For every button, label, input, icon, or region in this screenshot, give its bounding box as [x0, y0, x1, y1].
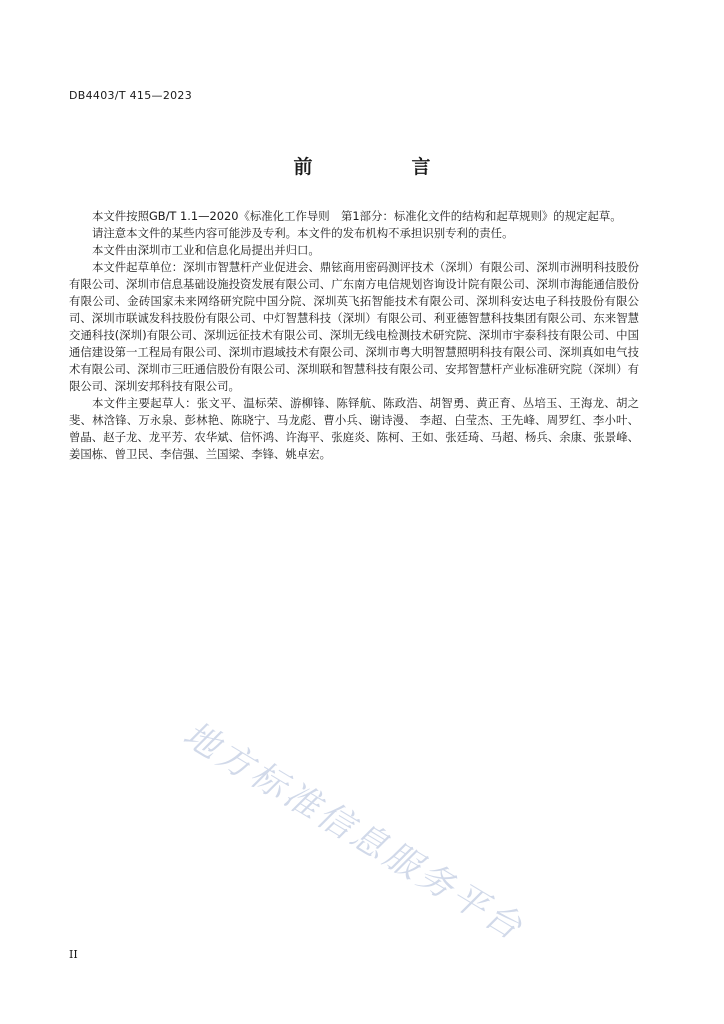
standard-code: DB4403/T 415—2023: [69, 89, 193, 102]
paragraph-drafters: 本文件主要起草人：张文平、温标荣、游柳锋、陈铎航、陈政浩、胡智勇、黄正育、丛培玉、王海龙、胡之斐、林浛锋、万永泉、彭林艳、陈晓宁、马龙彪、曹小兵、谢诗漫、 李超、白莹杰、王先峰、周罗红、李小叶、曾晶、赵子龙、龙平芳、农华斌、信怀鸿、许海平、张庭炎、陈柯、王如、张廷琦、马超、杨兵、余康、张景峰、姜国栋、曾卫民、李信强、兰国梁、李锋、姚卓宏。: [69, 396, 639, 461]
paragraph-drafting-rules: 本文件按照GB/T 1.1—2020《标准化工作导则 第1部分：标准化文件的结构和起草规则》的规定起草。: [92, 209, 622, 223]
page-title: 前 言: [293, 156, 471, 178]
paragraph-patent-notice: 请注意本文件的某些内容可能涉及专利。本文件的发布机构不承担识别专利的责任。: [92, 226, 514, 240]
page-number: II: [69, 948, 78, 961]
paragraph-proposer: 本文件由深圳市工业和信息化局提出并归口。: [92, 243, 320, 257]
document-body: [69, 208, 639, 463]
watermark: 地方标准信息服务平台: [176, 714, 532, 950]
paragraph-drafting-units: 本文件起草单位：深圳市智慧杆产业促进会、鼎铉商用密码测评技术（深圳）有限公司、深圳市洲明科技股份有限公司、深圳市信息基础设施投资发展有限公司、广东南方电信规划咨询设计院有限公司、深圳市海能通信股份有限公司、金砖国家未来网络研究院中国分院、深圳英飞拓智能技术有限公司、深圳科安达电子科技股份有限公司、深圳市联诚发科技股份有限公司、中灯智慧科技（深圳）有限公司、利亚德智慧科技集团有限公司、东来智慧交通科技(深圳)有限公司、深圳远征技术有限公司、深圳无线电检测技术研究院、深圳市宇泰科技有限公司、中国通信建设第一工程局有限公司、深圳市遐域技术有限公司、深圳市粤大明智慧照明科技有限公司、深圳真如电气技术有限公司、深圳市三旺通信股份有限公司、深圳联和智慧科技有限公司、安邦智慧杆产业标准研究院（深圳）有限公司、深圳安邦科技有限公司。: [69, 260, 639, 393]
